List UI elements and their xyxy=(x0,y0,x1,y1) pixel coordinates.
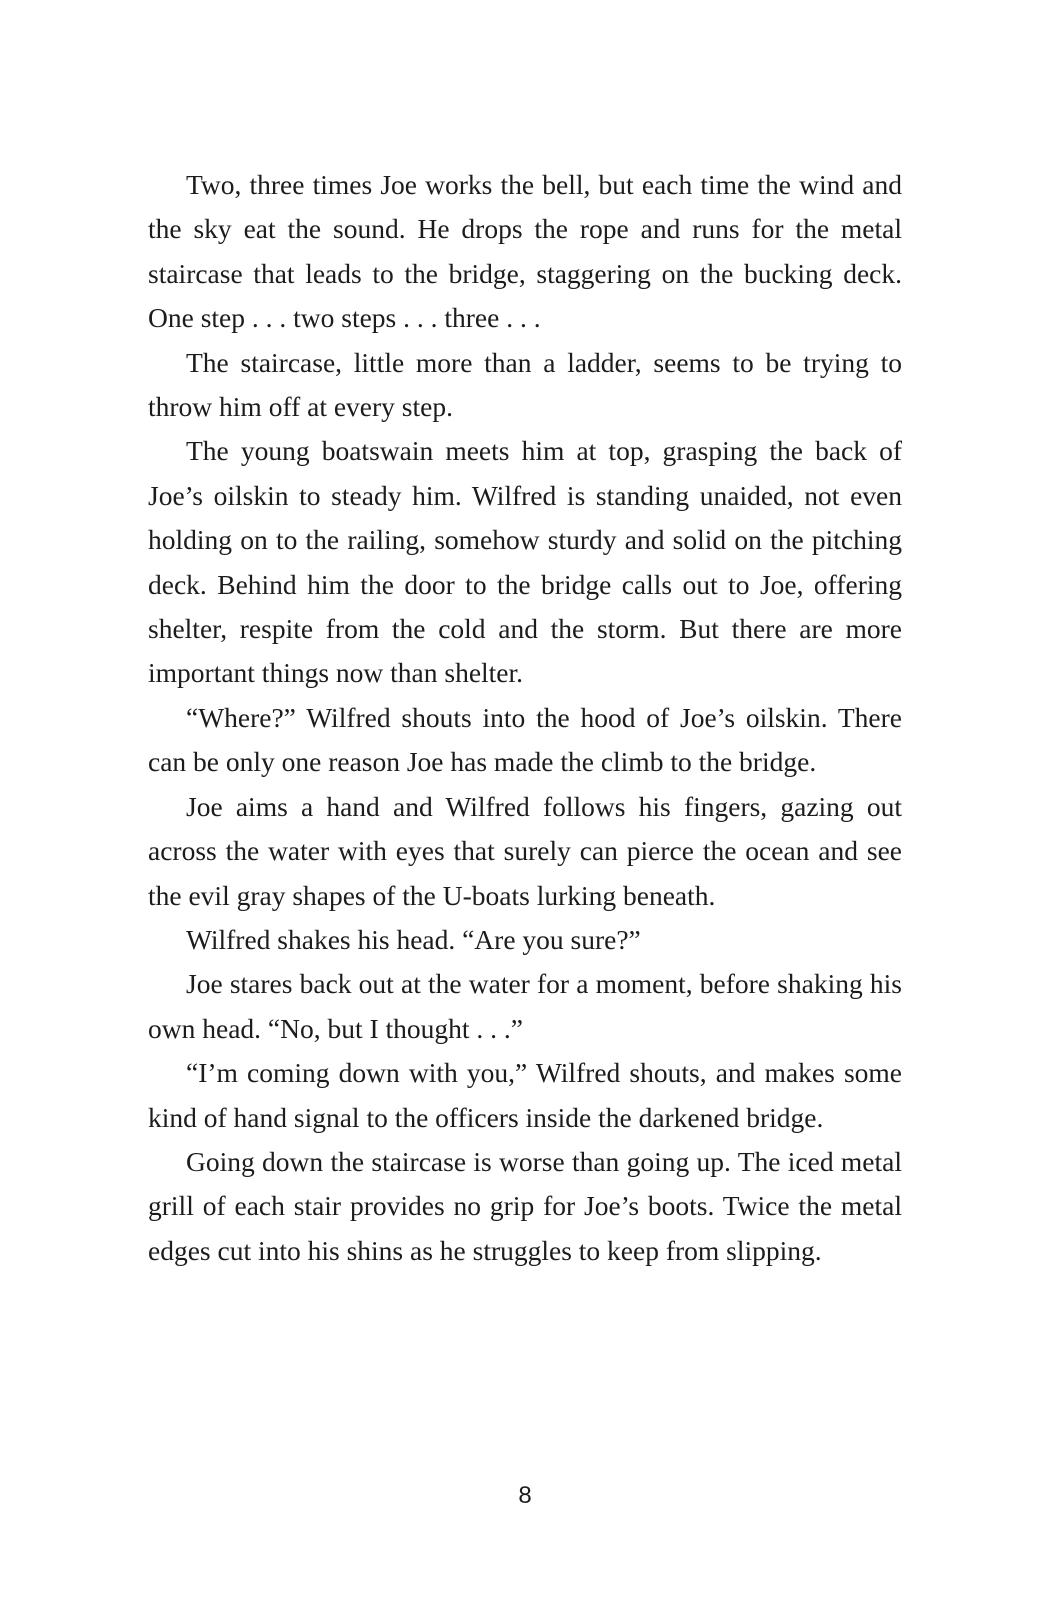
paragraph: Going down the staircase is worse than going up. The iced metal grill of each stair provides no grip for Joe’s boots. Twice the metal edges cut into his shins as he struggles to keep from slipping. xyxy=(148,1145,902,1266)
paragraph: “Where?” Wilfred shouts into the hood of Joe’s oilskin. There can be only one reason Joe has made the climb to the bridge. xyxy=(148,701,902,778)
paragraph: Two, three times Joe works the bell, but each time the wind and the sky eat the sound. He drops the rope and runs for the metal staircase that leads to the bridge, staggering on the bucking deck. One step . . . two steps . . . three . . . xyxy=(148,169,902,334)
body-text xyxy=(148,163,902,1273)
paragraph: Joe stares back out at the water for a moment, before shaking his own head. “No, but I thought . . .” xyxy=(148,968,902,1044)
paragraph: Joe aims a hand and Wilfred follows his fingers, gazing out across the water with eyes that surely can pierce the ocean and see the evil gray shapes of the U-boats lurking beneath. xyxy=(148,790,902,911)
paragraph: The young boatswain meets him at top, grasping the back of Joe’s oilskin to steady him. Wilfred is standing unaided, not even holding on to the railing, somehow sturdy and solid on the pitching deck. Behind him the door to the bridge calls out to Joe, offering shelter, respite from the cold and the storm. But there are more important things now than shelter. xyxy=(148,435,902,689)
paragraph: “I’m coming down with you,” Wilfred shouts, and makes some kind of hand signal to the officers inside the darkened bridge. xyxy=(148,1057,902,1133)
page-number: 8 xyxy=(518,1482,532,1509)
paragraph: Wilfred shakes his head. “Are you sure?” xyxy=(186,923,641,955)
paragraph: The staircase, little more than a ladder, seems to be trying to throw him off at every step. xyxy=(148,346,902,423)
